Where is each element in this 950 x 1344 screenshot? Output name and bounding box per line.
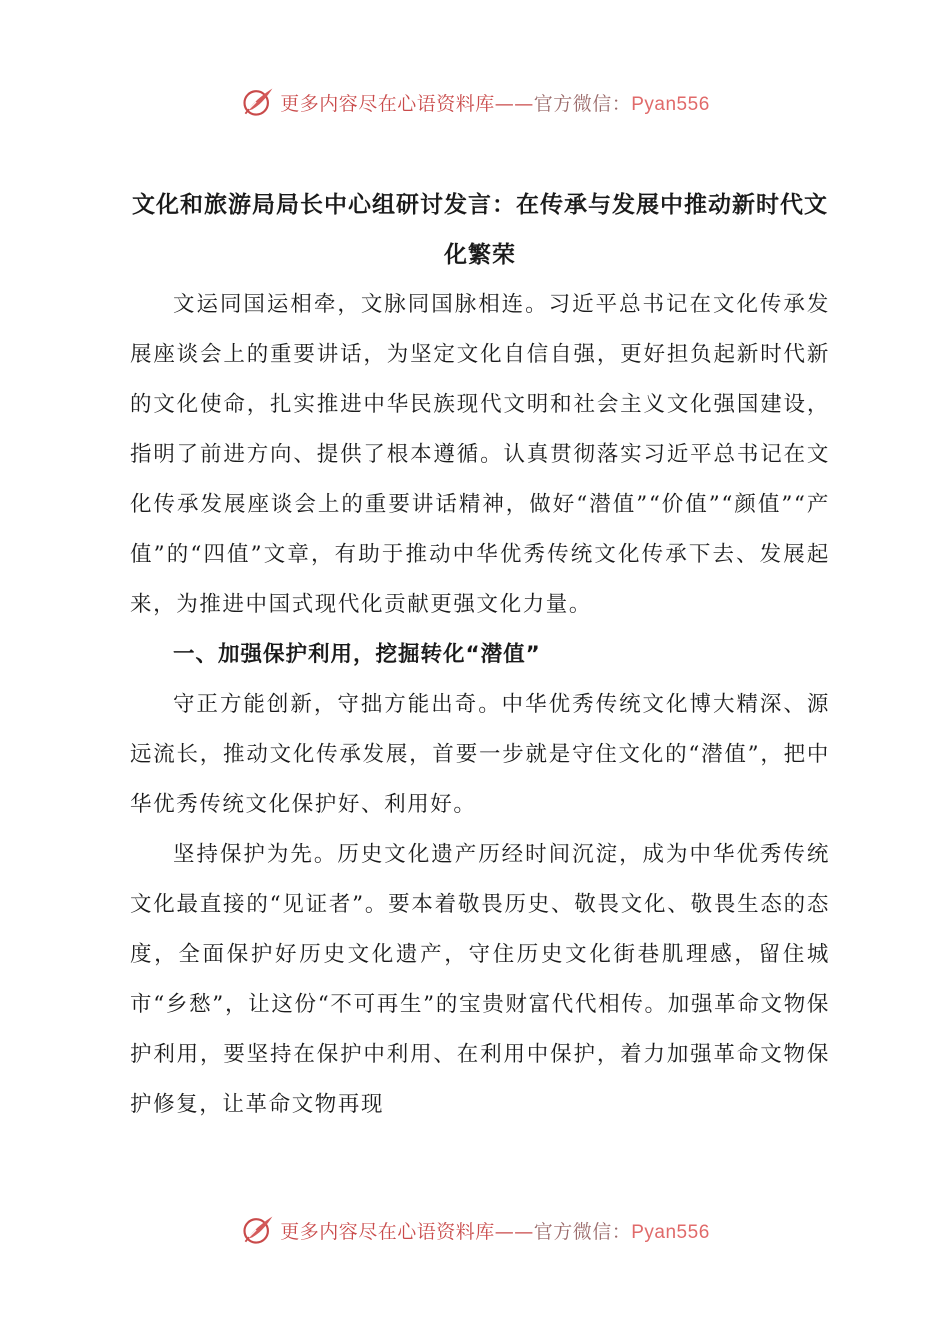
- footer-watermark-banner: [0, 1208, 950, 1252]
- quill-logo-icon: [240, 1212, 276, 1248]
- banner-separator: ——: [494, 92, 534, 115]
- banner-label: 更多内容尽在心语资料库: [280, 1220, 495, 1243]
- intro-paragraph: 文运同国运相牵，文脉同国脉相连。习近平总书记在文化传承发展座谈会上的重要讲话，为坚定文化自信自强，更好担负起新时代新的文化使命，扎实推进中华民族现代文明和社会主义文化强国建设，指明了前进方向、提供了根本遵循。认真贯彻落实习近平总书记在文化传承发展座谈会上的重要讲话精神，做好“潜值”“价值”“颜值”“产值”的“四值”文章，有助于推动中华优秀传统文化传承下去、发展起来，为推进中国式现代化贡献更强文化力量。: [130, 292, 830, 617]
- banner-label: 更多内容尽在心语资料库: [280, 92, 495, 115]
- banner-wechat-id: Pyan556: [631, 1221, 710, 1243]
- document-title: 文化和旅游局局长中心组研讨发言：在传承与发展中推动新时代文化繁荣: [132, 192, 828, 268]
- banner-wechat-id: Pyan556: [631, 93, 710, 115]
- section-paragraph: 守正方能创新，守拙方能出奇。中华优秀传统文化博大精深、源远流长，推动文化传承发展，首要一步就是守住文化的“潜值”，把中华优秀传统文化保护好、利用好。: [130, 692, 830, 817]
- header-watermark-banner: [0, 80, 950, 124]
- banner-wechat-label: 官方微信：: [533, 1220, 632, 1243]
- section-paragraph: 坚持保护为先。历史文化遗产历经时间沉淀，成为中华优秀传统文化最直接的“见证者”。要本着敬畏历史、敬畏文化、敬畏生态的态度，全面保护好历史文化遗产，守住历史文化街巷肌理感，留住城市“乡愁”，让这份“不可再生”的宝贵财富代代相传。加强革命文物保护利用，要坚持在保护中利用、在利用中保护，着力加强革命文物保护修复，让革命文物再现: [130, 842, 830, 1117]
- banner-wechat-label: 官方微信：: [533, 92, 632, 115]
- document-body: [130, 180, 830, 1130]
- banner-separator: ——: [494, 1220, 534, 1243]
- quill-logo-icon: [240, 84, 276, 120]
- section-heading: 一、加强保护利用，挖掘转化“潜值”: [173, 642, 541, 667]
